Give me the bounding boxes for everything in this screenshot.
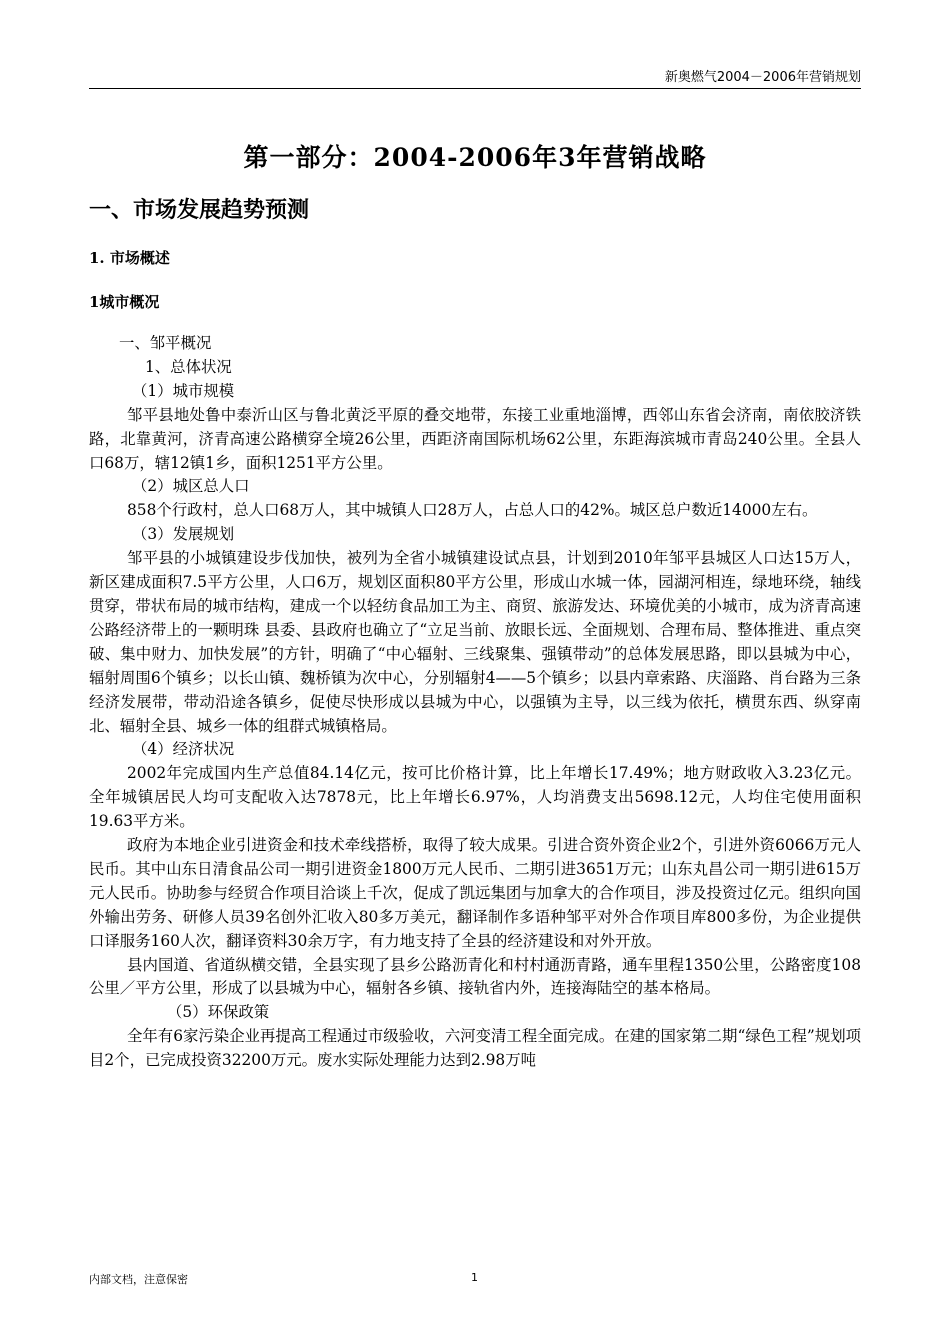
subheading-population: （2）城区总人口 <box>132 477 250 496</box>
outline-overall: 1、总体状况 <box>145 357 232 376</box>
section-heading-city-overview: 1城市概况 <box>89 293 160 311</box>
subheading-planning: （3）发展规划 <box>132 525 235 544</box>
paragraph-population: 858个行政村，总人口68万人，其中城镇人口28万人，占总人口的42%。城区总户数近14000左右。 <box>127 501 818 520</box>
subheading-city-scale: （1）城市规模 <box>132 381 235 400</box>
document-title: 第一部分：2004-2006年3年营销战略 <box>243 143 707 172</box>
paragraph-city-scale: 邹平县地处鲁中泰沂山区与鲁北黄泛平原的叠交地带，东接工业重地淄博，西邻山东省会济南，南依胶济铁路，北靠黄河，济青高速公路横穿全境26公里，西距济南国际机场62公里，东距海滨城市青岛240公里。全县人口68万，辖12镇1乡，面积1251平方公里。 <box>89 405 861 472</box>
body-text <box>89 332 861 1073</box>
page-number: 1 <box>471 1271 478 1284</box>
paragraph-economy-gdp: 2002年完成国内生产总值84.14亿元，按可比价格计算，比上年增长17.49%；地方财政收入3.23亿元。 全年城镇居民人均可支配收入达7878元，比上年增长6.97%，人均消费支出5698.12元，人均住宅使用面积19.63平方米。 <box>89 764 861 831</box>
paragraph-environment: 全年有6家污染企业再提高工程通过市级验收，六河变清工程全面完成。在建的国家第二期“绿色工程”规划项目2个，已完成投资32200万元。废水实际处理能力达到2.98万吨 <box>89 1027 861 1070</box>
header-rule <box>89 88 861 89</box>
section-heading-1-1: 1. 市场概述 <box>89 249 170 267</box>
subheading-environment: （5）环保政策 <box>167 1003 270 1022</box>
page-header: 新奥燃气2004－2006年营销规划 <box>664 70 861 85</box>
subheading-economy: （4）经济状况 <box>132 740 235 759</box>
outline-zouping: 一、邹平概况 <box>119 334 212 352</box>
page-content <box>89 138 861 1073</box>
paragraph-planning: 邹平县的小城镇建设步伐加快，被列为全省小城镇建设试点县，计划到2010年邹平县城区人口达15万人，新区建成面积7.5平方公里，人口6万，规划区面积80平方公里，形成山水城一体，园湖河相连，绿地环绕，轴线贯穿，带状布局的城市结构，建成一个以轻纺食品加工为主、商贸、旅游发达、环境优美的小城市，成为济青高速公路经济带上的一颗明珠 县委、县政府也确立了“立足当前、放眼长远、全面规划、合理布局、整体推进、重点突破、集中财力、加快发展”的方针，明确了“中心辐射、三线聚集、强镇带动”的总体发展思路，即以县城为中心，辐射周围6个镇乡；以长山镇、魏桥镇为次中心，分别辐射4——5个镇乡；以县内章索路、庆淄路、肖台路为三条经济发展带，带动沿途各镇乡，促使尽快形成以县城为中心，以强镇为主导，以三线为依托，横贯东西、纵穿南北、辐射全县、城乡一体的组群式城镇格局。 <box>89 549 861 735</box>
footer-confidential-note: 内部文档，注意保密 <box>89 1273 188 1286</box>
paragraph-economy-roads: 县内国道、省道纵横交错，全县实现了县乡公路沥青化和村村通沥青路，通车里程1350公里，公路密度108公里／平方公里，形成了以县城为中心，辐射各乡镇、接轨省内外，连接海陆空的基本格局。 <box>89 955 861 998</box>
paragraph-economy-investment: 政府为本地企业引进资金和技术牵线搭桥，取得了较大成果。引进合资外资企业2个，引进外资6066万元人民币。其中山东日清食品公司一期引进资金1800万元人民币、二期引进3651万元；山东丸昌公司一期引进615万元人民币。协助参与经贸合作项目洽谈上千次，促成了凯远集团与加拿大的合作项目，涉及投资过亿元。组织向国外输出劳务、研修人员39名创外汇收入80多万美元，翻译制作多语种邹平对外合作项目库800多份，为企业提供口译服务160人次，翻译资料30余万字，有力地支持了全县的经济建设和对外开放。 <box>89 836 861 950</box>
section-heading-1: 一、市场发展趋势预测 <box>89 197 310 223</box>
